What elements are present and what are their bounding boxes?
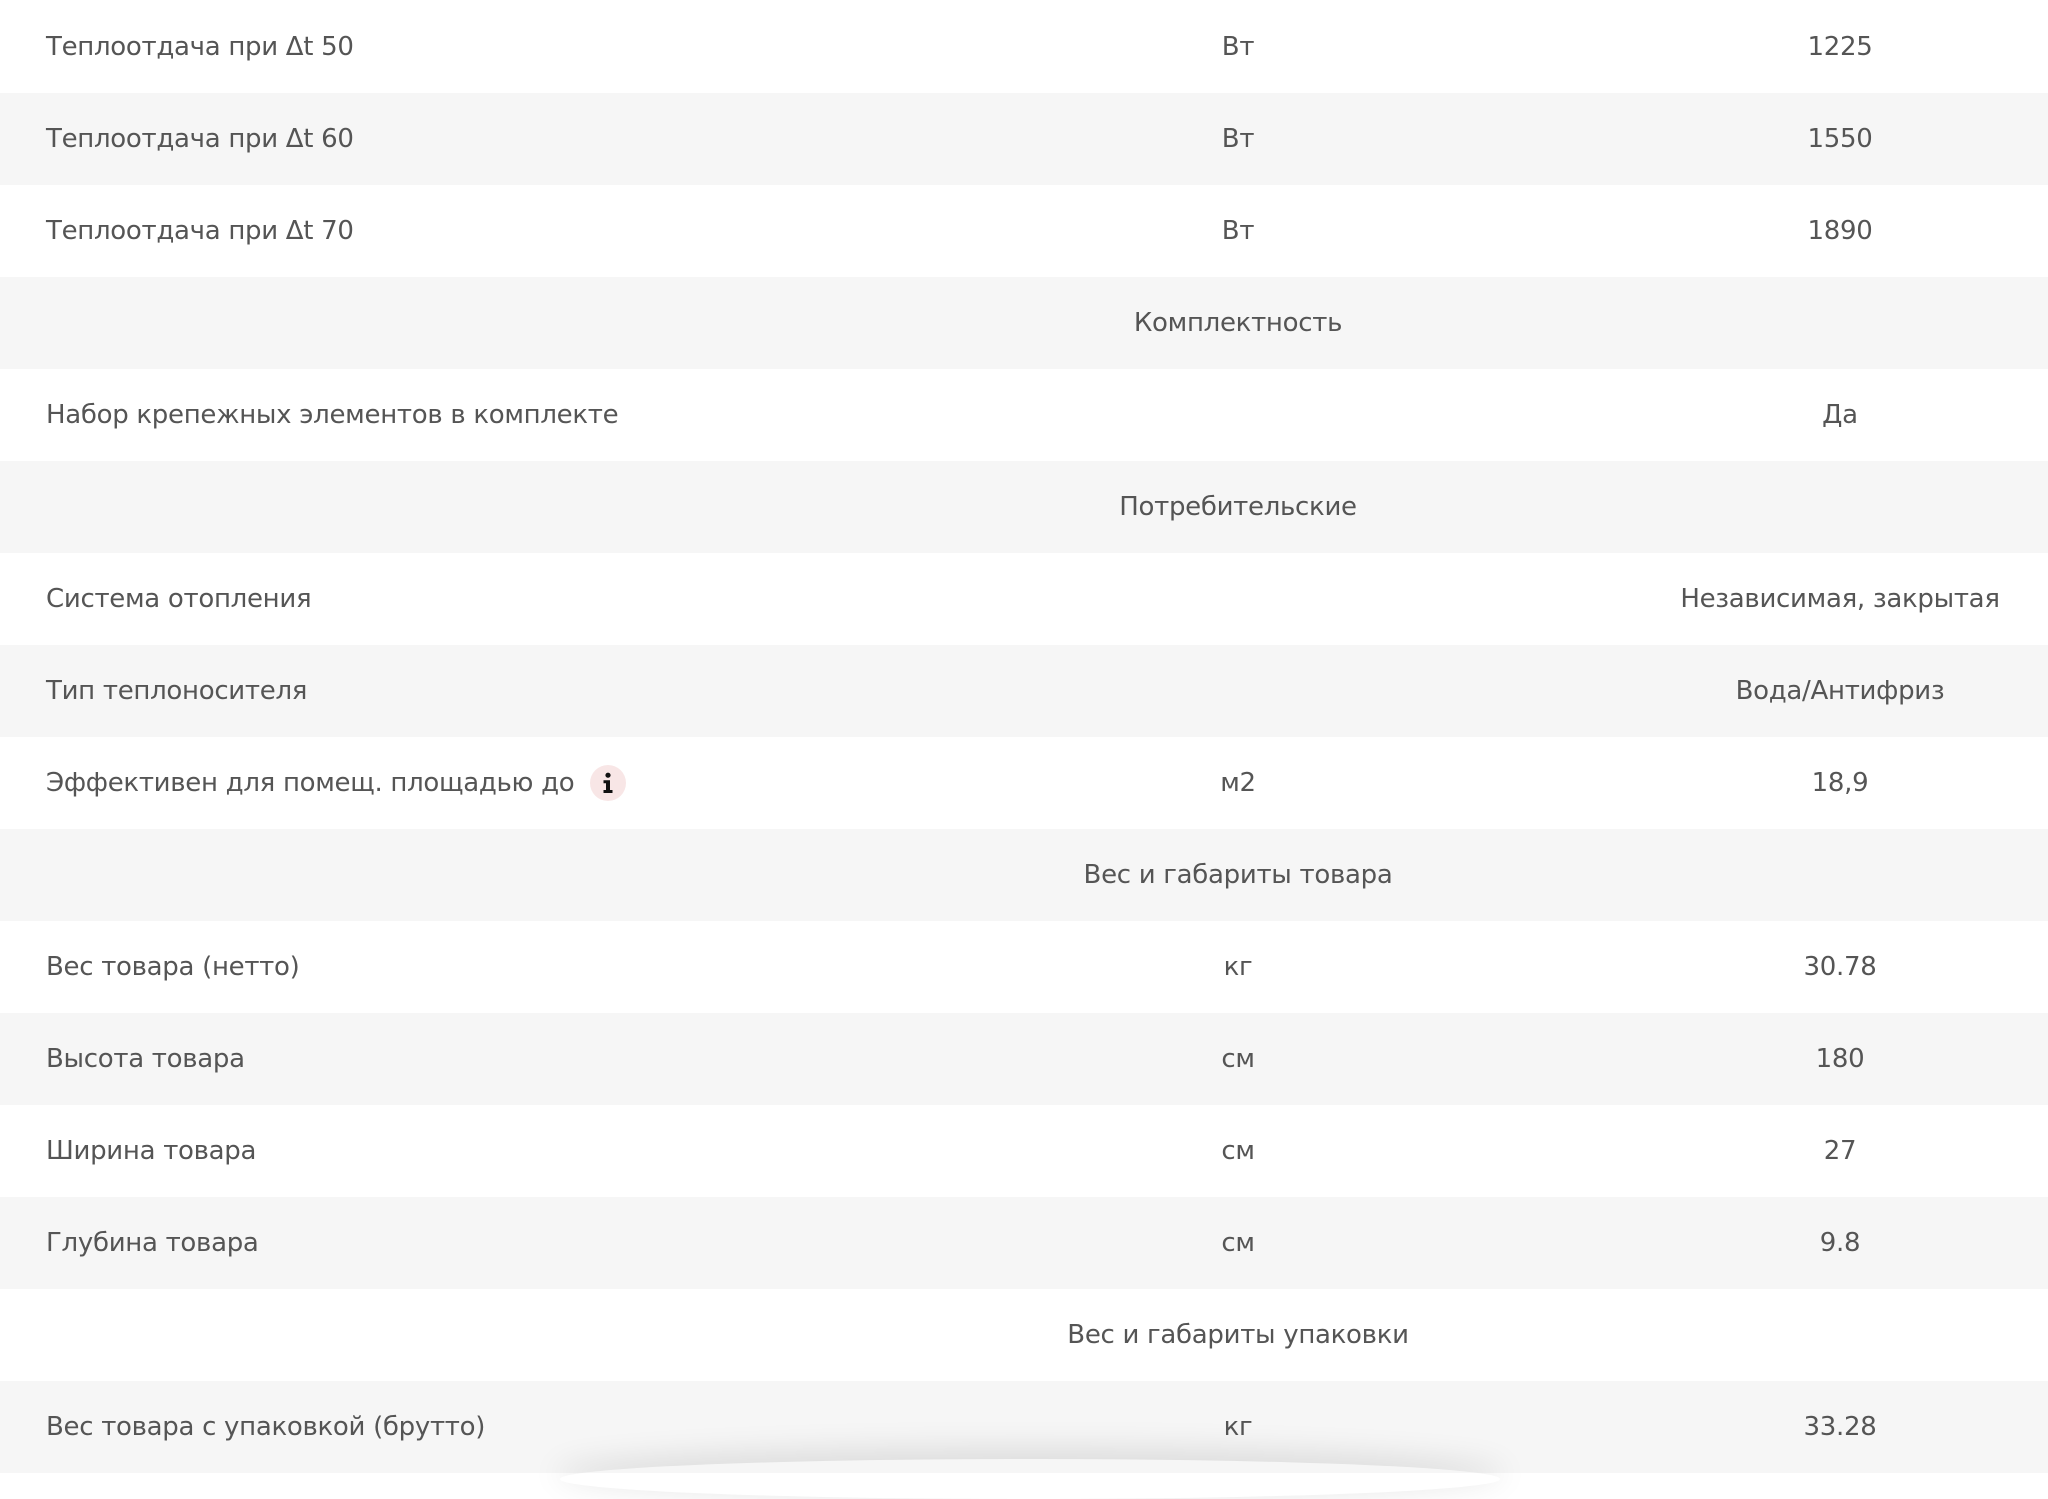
spec-row xyxy=(0,0,2048,93)
spec-unit: Вт xyxy=(1221,216,1255,246)
spec-value: Вода/Антифриз xyxy=(1735,676,1945,706)
spec-name: Высота товара xyxy=(46,1044,245,1074)
spec-name: Теплоотдача при Δt 50 xyxy=(46,31,354,62)
section-title: Вес и габариты упаковки xyxy=(1067,1320,1409,1350)
spec-name: Ширина товара xyxy=(46,1136,257,1166)
spec-unit: кг xyxy=(1223,952,1253,982)
section-header-row xyxy=(0,277,2048,369)
spec-unit xyxy=(1138,553,1338,645)
spec-unit: м2 xyxy=(1220,768,1256,798)
spec-value: 1550 xyxy=(1807,124,1873,154)
spec-unit: см xyxy=(1221,1228,1255,1258)
spec-name: Набор крепежных элементов в комплекте xyxy=(46,400,619,430)
section-header-row xyxy=(0,461,2048,553)
spec-row xyxy=(0,553,2048,645)
spec-name: Вес товара с упаковкой (брутто) xyxy=(46,1412,486,1442)
info-icon[interactable] xyxy=(590,765,626,801)
section-title: Потребительские xyxy=(1119,492,1357,522)
spec-row xyxy=(0,1105,2048,1197)
spec-unit xyxy=(1138,369,1338,461)
spec-row xyxy=(0,921,2048,1013)
spec-unit: кг xyxy=(1223,1412,1253,1442)
spec-value: Да xyxy=(1822,400,1858,430)
spec-value: 33.28 xyxy=(1803,1412,1877,1442)
spec-row xyxy=(0,93,2048,185)
spec-name: Вес товара (нетто) xyxy=(46,952,300,982)
spec-value: 9.8 xyxy=(1819,1228,1861,1258)
section-title: Комплектность xyxy=(1133,308,1343,338)
spec-name: Тип теплоносителя xyxy=(46,676,308,706)
spec-name: Теплоотдача при Δt 70 xyxy=(46,216,354,246)
spec-unit: см xyxy=(1221,1136,1255,1166)
spec-name: Теплоотдача при Δt 60 xyxy=(46,124,354,154)
spec-value: 180 xyxy=(1815,1044,1865,1074)
spec-row xyxy=(0,1013,2048,1105)
spec-value: 18,9 xyxy=(1811,768,1869,798)
spec-value: 1225 xyxy=(1807,31,1873,62)
spec-row xyxy=(0,1197,2048,1289)
spec-unit xyxy=(1138,645,1338,737)
info-icon-glyph xyxy=(601,772,615,794)
spec-row xyxy=(0,369,2048,461)
spec-name-cell xyxy=(46,737,626,829)
spec-name: Глубина товара xyxy=(46,1228,259,1258)
spec-value: 27 xyxy=(1823,1136,1857,1166)
spec-row xyxy=(0,737,2048,829)
spec-row xyxy=(0,645,2048,737)
spec-value: 30.78 xyxy=(1803,952,1877,982)
spec-name: Система отопления xyxy=(46,584,312,614)
section-header-row xyxy=(0,829,2048,921)
spec-unit: см xyxy=(1221,1044,1255,1074)
spec-row xyxy=(0,185,2048,277)
section-header-row xyxy=(0,1289,2048,1381)
spec-unit: Вт xyxy=(1221,31,1255,62)
spec-name: Эффективен для помещ. площадью до xyxy=(46,768,575,798)
spec-row xyxy=(0,1381,2048,1473)
spec-value: 1890 xyxy=(1807,216,1873,246)
spec-value: Независимая, закрытая xyxy=(1680,584,2000,614)
spec-unit: Вт xyxy=(1221,124,1255,154)
section-title: Вес и габариты товара xyxy=(1083,860,1393,890)
